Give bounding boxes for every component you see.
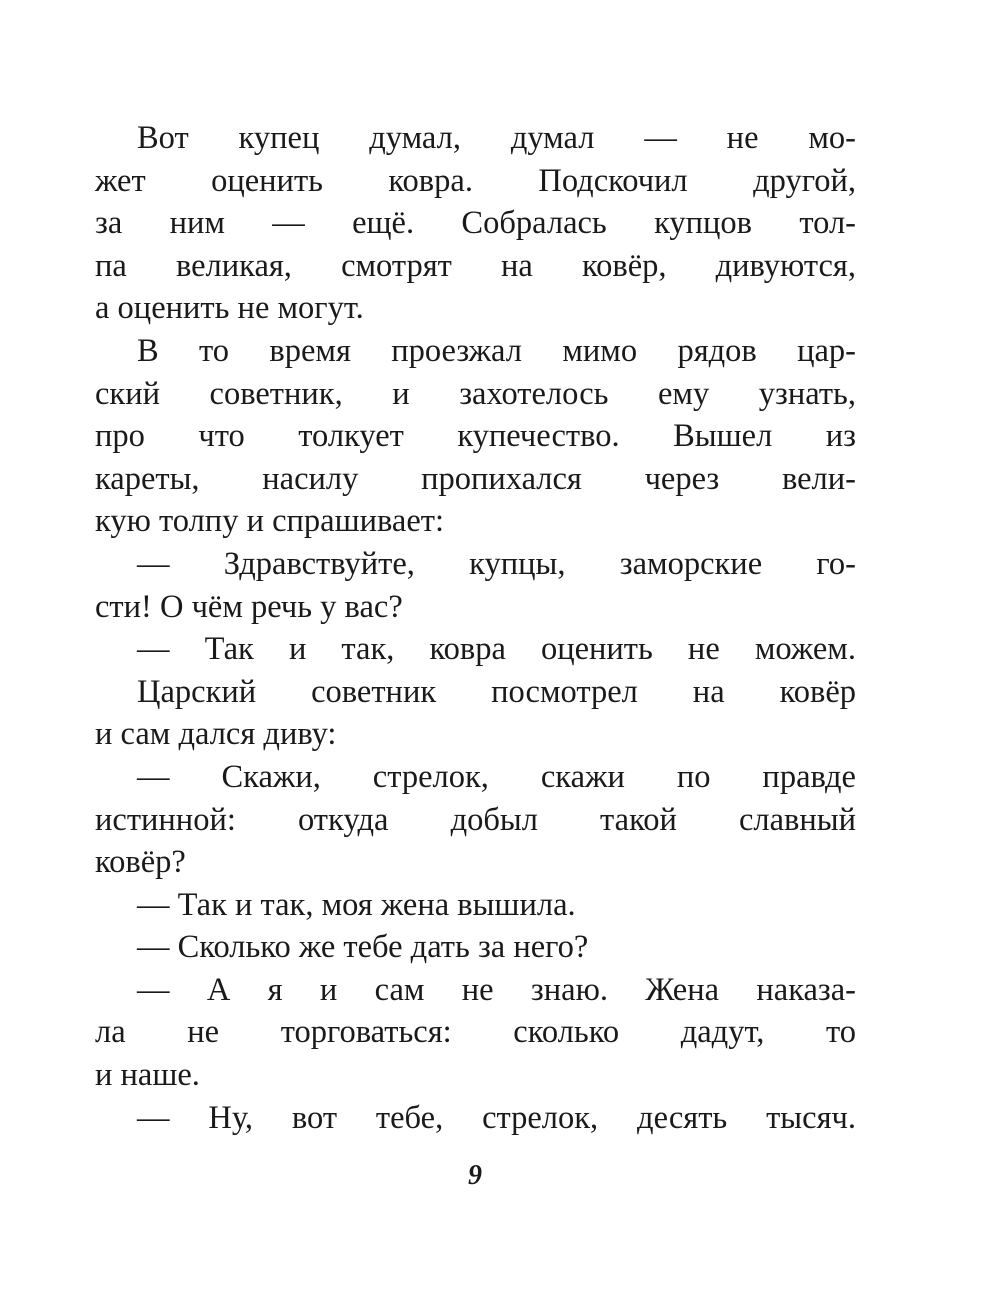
text-line: и сам дался диву: xyxy=(95,716,337,753)
text-line: — Так и так, моя жена вышила. xyxy=(137,886,576,923)
text-line: кареты, насилу пропихался через вели- xyxy=(95,460,856,497)
text-line: па великая, смотрят на ковёр, дивуются, xyxy=(95,247,856,284)
text-line: ский советник, и захотелось ему узнать, xyxy=(95,375,856,412)
text-line: жет оценить ковра. Подскочил другой, xyxy=(95,162,856,199)
text-line: а оценить не могут. xyxy=(95,290,364,327)
text-line: Царский советник посмотрел на ковёр xyxy=(137,673,856,710)
text-line: про что толкует купечество. Вышел из xyxy=(95,418,856,455)
text-line: сти! О чём речь у вас? xyxy=(95,588,403,625)
text-line: — Скажи, стрелок, скажи по правде xyxy=(137,758,856,795)
text-line: и наше. xyxy=(95,1057,200,1094)
text-line: ковёр? xyxy=(95,844,186,881)
text-line: — Сколько же тебе дать за него? xyxy=(137,929,589,966)
text-line: — Ну, вот тебе, стрелок, десять тысяч. xyxy=(137,1099,856,1136)
text-line: истинной: откуда добыл такой славный xyxy=(95,801,856,838)
text-line: кую толпу и спрашивает: xyxy=(95,503,444,540)
text-line: Вот купец думал, думал — не мо- xyxy=(137,120,856,156)
text-line: В то время проезжал мимо рядов цар- xyxy=(137,332,856,369)
text-line: — Так и так, ковра оценить не можем. xyxy=(137,631,856,668)
text-line: за ним — ещё. Собралась купцов тол- xyxy=(95,205,856,242)
text-line: — Здравствуйте, купцы, заморские го- xyxy=(137,545,856,582)
text-line: ла не торговаться: сколько дадут, то xyxy=(95,1014,856,1051)
story-text xyxy=(95,117,856,1139)
text-line: — А я и сам не знаю. Жена наказа- xyxy=(137,971,856,1008)
page-number: 9 xyxy=(468,1160,482,1191)
